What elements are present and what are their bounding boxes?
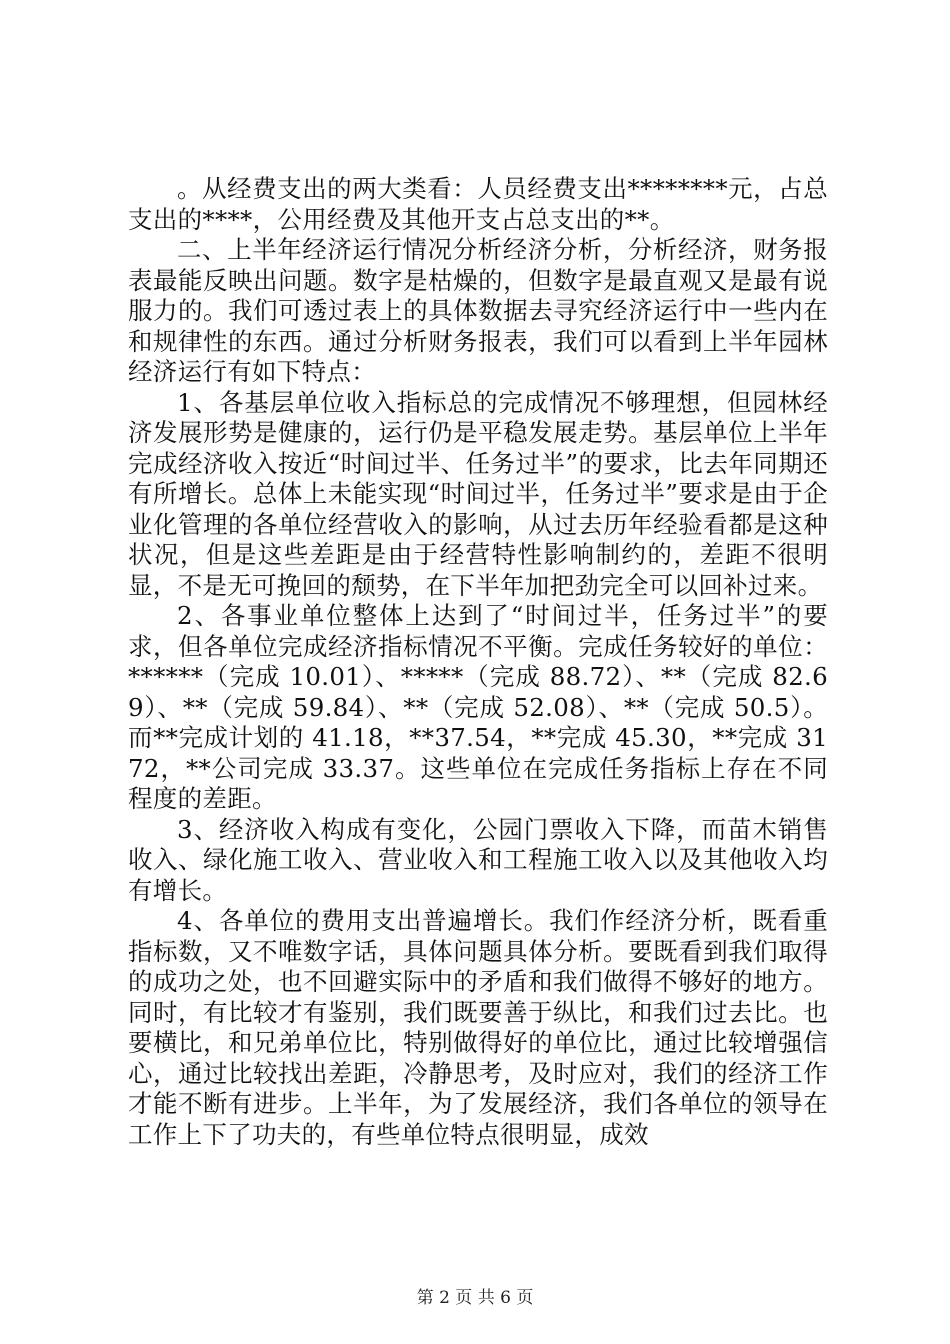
paragraph-point-4: 4、各单位的费用支出普遍增长。我们作经济分析，既看重指标数，又不唯数字话，具体问题具体分析。要既看到我们取得的成功之处，也不回避实际中的矛盾和我们做得不够好的地方。同时，有比较才有鉴别，我们既要善于纵比，和我们过去比。也要横比，和兄弟单位比，特别做得好的单位比，通过比较增强信心，通过比较找出差距，冷静思考，及时应对，我们的经济工作才能不断有进步。上半年，为了发展经济，我们各单位的领导在工作上下了功夫的，有些单位特点很明显，成效 <box>128 906 828 1149</box>
page-number-footer: 第 2 页 共 6 页 <box>416 1288 534 1308</box>
paragraph-point-1: 1、各基层单位收入指标总的完成情况不够理想，但园林经济发展形势是健康的，运行仍是平稳发展走势。基层单位上半年完成经济收入按近“时间过半、任务过半”的要求，比去年同期还有所增长。总体上未能实现“时间过半，任务过半”要求是由于企业化管理的各单位经营收入的影响，从过去历年经验看都是这种状况，但是这些差距是由于经营特性影响制约的，差距不很明显，不是无可挽回的颓势，在下半年加把劲完全可以回补过来。 <box>128 387 828 600</box>
paragraph-point-2: 2、各事业单位整体上达到了“时间过半，任务过半”的要求，但各单位完成经济指标情况不平衡。完成任务较好的单位：******（完成 10.01）、*****（完成 88.72）、**（完成 82.69）、**（完成 59.84）、**（完成 52.08）、**（完成 50.5）。而**完成计划的 41.18，**37.54，**完成 45.30，**完成 3172，**公司完成 33.37。这些单位在完成任务指标上存在不同程度的差距。 <box>128 601 828 813</box>
paragraph-point-3: 3、经济收入构成有变化，公园门票收入下降，而苗木销售收入、绿化施工收入、营业收入和工程施工收入以及其他收入均有增长。 <box>128 814 828 905</box>
paragraph-section-two-analysis: 二、上半年经济运行情况分析经济分析，分析经济，财务报表最能反映出问题。数字是枯燥的，但数字是最直观又是最有说服力的。我们可透过表上的具体数据去寻究经济运行中一些内在和规律性的东西。通过分析财务报表，我们可以看到上半年园林经济运行有如下特点： <box>128 235 828 386</box>
document-body <box>128 174 828 1150</box>
paragraph-expenditure-summary: 。从经费支出的两大类看：人员经费支出********元，占总支出的****，公用经费及其他开支占总支出的**。 <box>128 174 828 234</box>
